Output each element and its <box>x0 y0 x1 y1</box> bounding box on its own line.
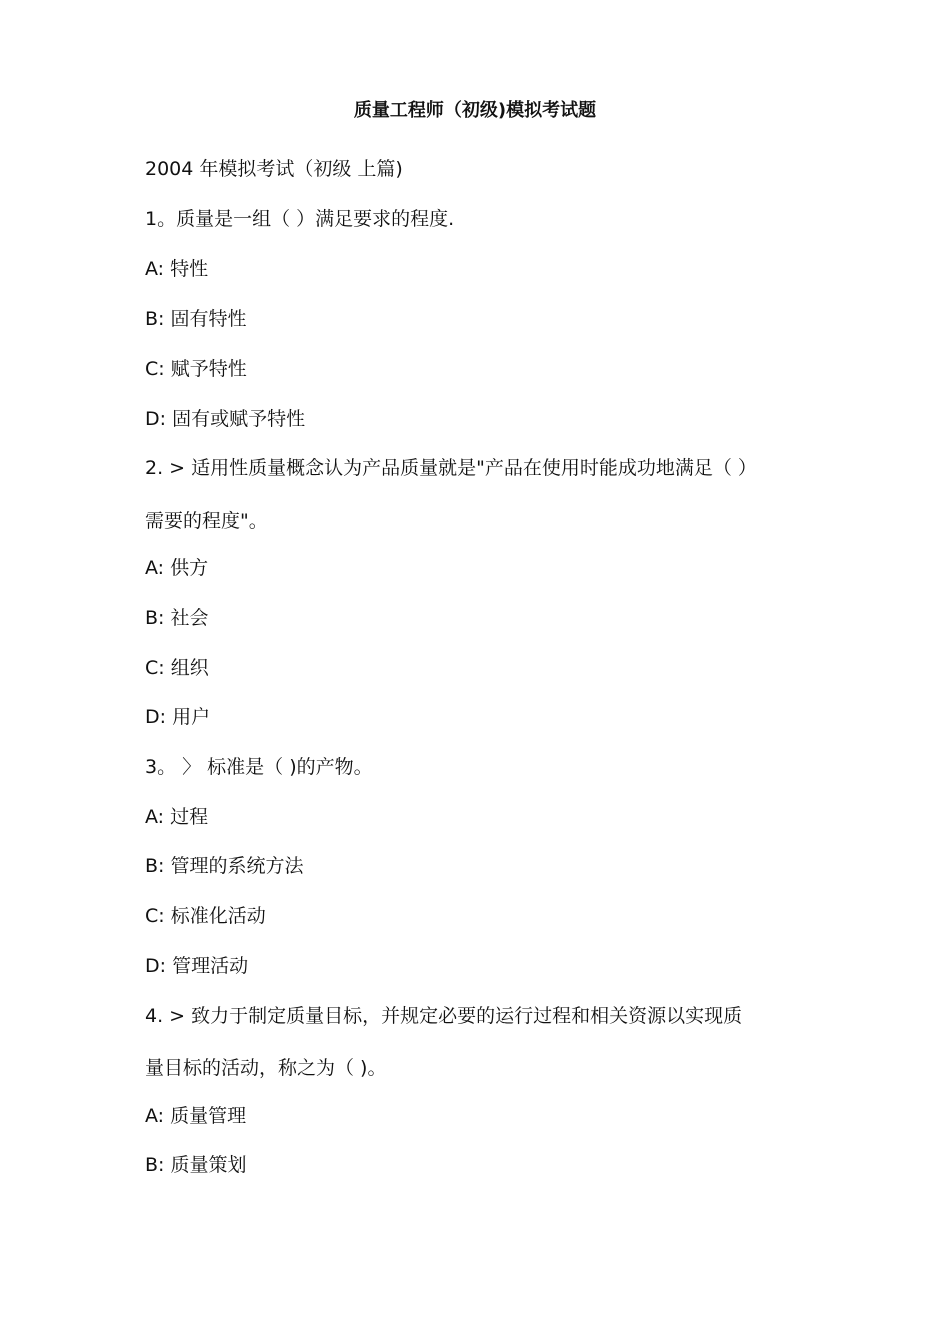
question-2-stem-line-2: 需要的程度"。 <box>145 510 268 532</box>
question-2-option-c: C: 组织 <box>145 657 209 679</box>
question-4-stem-line-2: 量目标的活动，称之为（ )。 <box>145 1057 387 1079</box>
question-3-option-d: D: 管理活动 <box>145 955 249 977</box>
question-1-stem: 1。质量是一组（ ）满足要求的程度. <box>145 208 455 230</box>
question-4-option-b: B: 质量策划 <box>145 1154 247 1176</box>
question-2-option-a: A: 供方 <box>145 557 209 579</box>
question-3-option-c: C: 标准化活动 <box>145 905 266 927</box>
question-1-option-d: D: 固有或赋予特性 <box>145 408 306 430</box>
question-4-option-a: A: 质量管理 <box>145 1105 247 1127</box>
question-2-option-d: D: 用户 <box>145 706 211 728</box>
question-1-option-b: B: 固有特性 <box>145 308 247 330</box>
question-3-option-a: A: 过程 <box>145 806 209 828</box>
document-title: 质量工程师（初级)模拟考试题 <box>353 100 597 121</box>
question-2-option-b: B: 社会 <box>145 607 209 629</box>
exam-subtitle: 2004 年模拟考试（初级 上篇) <box>145 158 403 180</box>
question-2-stem-line-1: 2. > 适用性质量概念认为产品质量就是"产品在使用时能成功地满足（ ） <box>145 457 757 479</box>
question-3-stem: 3。 〉 标准是（ )的产物。 <box>145 756 373 778</box>
question-1-option-a: A: 特性 <box>145 258 209 280</box>
question-3-option-b: B: 管理的系统方法 <box>145 855 304 877</box>
question-1-option-c: C: 赋予特性 <box>145 358 247 380</box>
question-4-stem-line-1: 4. > 致力于制定质量目标，并规定必要的运行过程和相关资源以实现质 <box>145 1005 743 1027</box>
